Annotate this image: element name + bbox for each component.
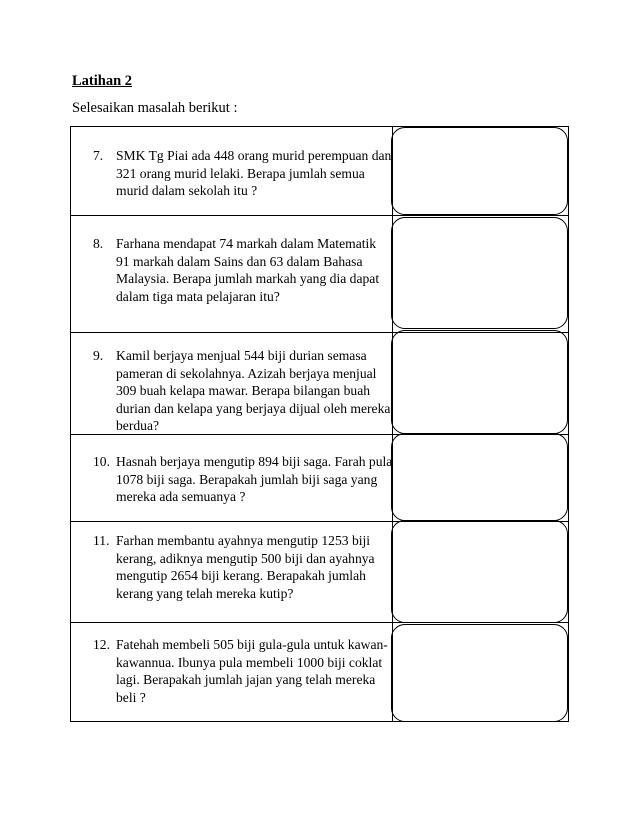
worksheet-instruction: Selesaikan masalah berikut : <box>72 100 238 116</box>
question-10 <box>93 453 393 506</box>
question-text: Hasnah berjaya mengutip 894 biji saga. Farah pula 1078 biji saga. Berapakah jumlah biji saga yang mereka ada semuanya ? <box>116 454 393 504</box>
question-number: 8. <box>93 236 104 251</box>
answer-box-9[interactable] <box>391 330 568 434</box>
answer-box-8[interactable] <box>391 217 568 329</box>
question-text: Farhana mendapat 74 markah dalam Matematik 91 markah dalam Sains dan 63 dalam Bahasa Malaysia. Berapa jumlah markah yang dia dapat dalam tiga mata pelajaran itu? <box>116 236 380 304</box>
question-number: 11. <box>93 533 110 548</box>
row-divider <box>71 215 568 216</box>
question-number: 7. <box>93 148 104 163</box>
answer-box-7[interactable] <box>391 127 568 215</box>
question-text: Fatehah membeli 505 biji gula-gula untuk kawan-kawannua. Ibunya pula membeli 1000 biji coklat lagi. Berapakah jumlah jajan yang telah mereka beli ? <box>116 637 388 705</box>
question-number: 12. <box>93 637 110 652</box>
question-8 <box>93 235 393 305</box>
question-text: Kamil berjaya menjual 544 biji durian semasa pameran di sekolahnya. Azizah berjaya menjual 309 buah kelapa mawar. Berapa bilangan buah durian dan kelapa yang berjaya dijual oleh mereka berdua? <box>116 348 391 433</box>
answer-box-10[interactable] <box>391 433 568 521</box>
question-9 <box>93 347 393 435</box>
question-11 <box>93 532 393 602</box>
question-12 <box>93 636 393 706</box>
question-number: 10. <box>93 454 110 469</box>
answer-box-11[interactable] <box>391 520 568 623</box>
worksheet-title: Latihan 2 <box>72 73 133 89</box>
question-7 <box>93 147 393 200</box>
question-text: SMK Tg Piai ada 448 orang murid perempuan dan 321 orang murid lelaki. Berapa jumlah semua murid dalam sekolah itu ? <box>116 148 392 198</box>
answer-box-12[interactable] <box>391 624 568 722</box>
question-text: Farhan membantu ayahnya mengutip 1253 biji kerang, adiknya mengutip 500 biji dan ayahnya mengutip 2654 biji kerang. Berapakah jumlah kerang yang telah mereka kutip? <box>116 533 375 601</box>
question-number: 9. <box>93 348 104 363</box>
